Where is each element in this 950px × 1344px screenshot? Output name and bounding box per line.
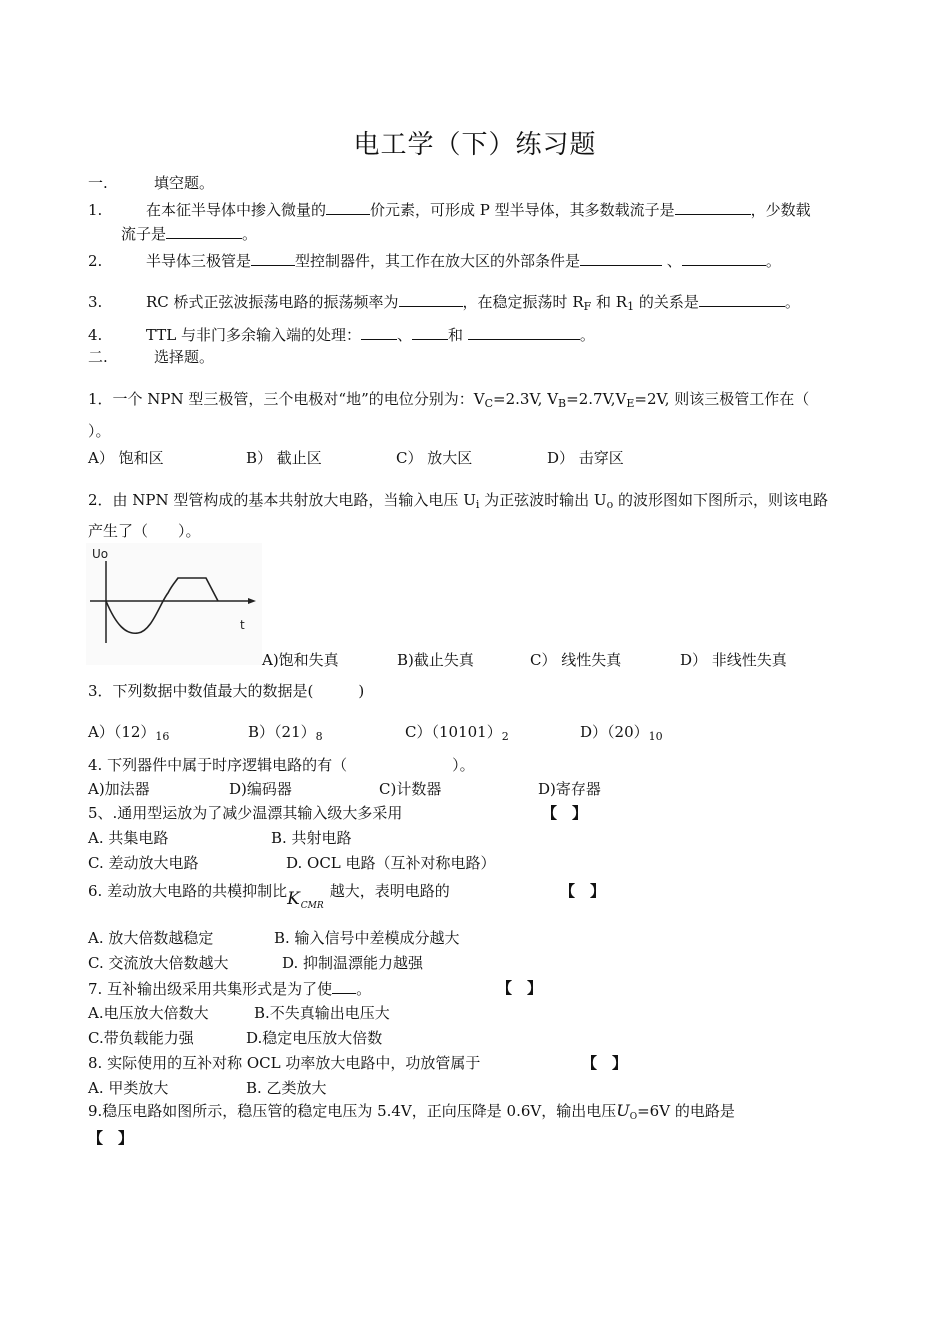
symbol-subscript: CMR [300,901,324,911]
option-a[interactable]: A. 共集电路 [88,829,169,847]
option-a[interactable]: A） 饱和区 [88,449,164,467]
section-label: 填空题。 [154,174,215,192]
subscript: o [606,498,614,511]
answer-blank[interactable] [361,324,397,340]
option-a[interactable]: A)饱和失真 [262,651,339,669]
answer-bracket[interactable]: 【 】 [560,882,606,900]
choice-q2-cont: 产生了（ ）。 [88,522,201,540]
q-text: 和 R [591,293,628,311]
option-c[interactable]: C.带负载能力强 [88,1029,194,1047]
y-axis-label: Uo [92,547,109,561]
q-text: 在本征半导体中掺入微量的 [146,201,327,219]
q-text: =2.3V, V [493,390,559,408]
answer-bracket[interactable]: 【 】 [497,979,543,997]
option-a[interactable]: A.电压放大倍数大 [88,1004,209,1022]
option-b[interactable]: B.不失真输出电压大 [254,1004,390,1022]
symbol-subscript: O [629,1112,638,1122]
answer-blank[interactable] [682,250,766,266]
q-text: 、 [397,326,413,344]
q-text: 的波形图如下图所示，则该电路 [613,491,828,509]
q-text: TTL 与非门多余输入端的处理： [146,326,362,344]
option-text: C）（10101） [405,723,502,741]
q-text: 。 [242,225,258,243]
q-text: 越大，表明电路的 [329,882,450,900]
figure-background [86,543,262,665]
option-text: B）（21） [248,723,316,741]
choice-q2 [88,490,828,515]
q-text: 1．一个 NPN 型三极管，三个电极对“地”的电位分别为：V [88,390,485,408]
kcmr-symbol [287,889,324,909]
base-subscript: 16 [155,730,170,743]
q-text: 6. 差动放大电路的共模抑制比 [88,882,288,900]
q-text: 价元素，可形成 P 型半导体，其多数载流子是 [370,201,675,219]
q-text: 。 [579,326,595,344]
answer-blank[interactable] [675,199,751,215]
q-text: =6V 的电路是 [637,1102,735,1120]
option-a[interactable]: A. 放大倍数越稳定 [88,929,214,947]
q-text: 型控制器件，其工作在放大区的外部条件是 [295,252,581,270]
choice-q7 [88,978,371,999]
answer-blank[interactable] [399,291,463,307]
section-choice-heading [88,347,214,367]
choice-q5: 5、.通用型运放为了减少温漂其输入级大多采用 [88,804,403,822]
q-text: 半导体三极管是 [146,252,252,270]
subscript: E [626,397,635,410]
x-axis-label: t [240,618,245,632]
q-text: ，少数载 [750,201,811,219]
q-number: 1. [88,201,103,219]
section-index: 一. [88,174,108,192]
choice-q8: 8. 实际使用的互补对称 OCL 功率放大电路中，功放管属于 [88,1054,481,1072]
base-subscript: 8 [315,730,323,743]
answer-bracket[interactable]: 【 】 [542,804,588,822]
section-label: 选择题。 [154,348,215,366]
fill-q1-cont [121,223,257,244]
option-d[interactable]: D. OCL 电路（互补对称电路） [286,854,496,872]
choice-q3: 3．下列数据中数值最大的数据是( ) [88,682,365,700]
option-c[interactable]: C. 差动放大电路 [88,854,199,872]
q-text: 9.稳压电路如图所示，稳压管的稳定电压为 5.4V，正向压降是 0.6V，输出电压 [88,1102,617,1120]
symbol-u: U [616,1101,630,1120]
base-subscript: 2 [501,730,509,743]
waveform-figure [86,543,262,665]
fill-q3 [88,291,800,317]
option-c[interactable]: C） 放大区 [396,449,473,467]
q-text: 。 [356,980,372,998]
section-index: 二. [88,348,108,366]
page-title: 电工学（下）练习题 [353,130,597,160]
answer-blank[interactable] [699,291,785,307]
option-c[interactable]: C） 线性失真 [530,651,622,669]
option-b[interactable]: B. 乙类放大 [246,1079,327,1097]
option-text: A）（12） [88,723,156,741]
option-text: D）（20） [580,723,649,741]
q-text: 流子是 [121,225,167,243]
q-text: 的关系是 [634,293,699,311]
fill-q2 [88,250,781,271]
subscript: C [484,397,494,410]
q-text: 为正弦波时输出 U [479,491,607,509]
subscript: 1 [627,300,635,313]
answer-blank[interactable] [580,250,662,266]
q-text: 2．由 NPN 型管构成的基本共射放大电路，当输入电压 U [88,491,476,509]
q-number: 4. [88,326,103,344]
answer-blank[interactable] [468,324,580,340]
q-text: 。 [765,252,781,270]
option-b[interactable]: B. 输入信号中差模成分越大 [274,929,460,947]
option-d[interactable]: D） 击穿区 [547,449,624,467]
option-a[interactable]: A)加法器 [88,780,150,798]
answer-bracket[interactable]: 【 】 [88,1129,134,1147]
option-b[interactable] [248,722,323,747]
answer-blank[interactable] [326,199,370,215]
option-c[interactable]: C. 交流放大倍数越大 [88,954,229,972]
choice-q4: 4. 下列器件中属于时序逻辑电路的有（ ）。 [88,756,475,774]
choice-q1 [88,389,809,414]
option-d[interactable]: D.稳定电压放大倍数 [246,1029,383,1047]
option-a[interactable]: A. 甲类放大 [88,1079,169,1097]
q-text: 7. 互补输出级采用共集形式是为了使 [88,980,333,998]
symbol-k: K [287,889,300,909]
option-b[interactable]: B） 截止区 [246,449,322,467]
option-d[interactable]: D)寄存器 [538,780,601,798]
fill-q4 [88,324,595,345]
q-text: =2V, 则该三极管工作在（ [634,390,810,408]
q-number: 2. [88,252,103,270]
subscript: F [583,300,592,313]
option-d[interactable]: D） 非线性失真 [680,651,787,669]
q-text: =2.7V,V [566,390,627,408]
base-subscript: 10 [648,730,663,743]
answer-blank[interactable] [166,223,242,239]
option-a[interactable] [88,722,169,747]
subscript: i [475,498,480,511]
q-text: 、 [662,252,682,270]
q-text: ，在稳定振荡时 R [462,293,584,311]
q-number: 3. [88,293,103,311]
option-c[interactable] [405,722,509,747]
uo-symbol [616,1101,637,1120]
option-c[interactable]: C)计数器 [379,780,442,798]
answer-blank[interactable] [332,978,356,994]
option-b[interactable]: D)编码器 [229,780,292,798]
choice-q1-cont: ）。 [88,422,111,440]
answer-bracket[interactable]: 【 】 [582,1054,628,1072]
option-d[interactable] [580,722,663,747]
section-fill-heading [88,173,214,193]
answer-blank[interactable] [412,324,448,340]
subscript: B [558,397,567,410]
answer-blank[interactable] [251,250,295,266]
q-text: 和 [448,326,468,344]
choice-q6 [88,878,450,911]
option-b[interactable]: B)截止失真 [397,651,474,669]
option-d[interactable]: D. 抑制温漂能力越强 [282,954,424,972]
q-text: RC 桥式正弦波振荡电路的振荡频率为 [146,293,399,311]
option-b[interactable]: B. 共射电路 [271,829,352,847]
q-text: 。 [784,293,800,311]
choice-q9 [88,1101,735,1127]
fill-q1 [88,199,811,220]
